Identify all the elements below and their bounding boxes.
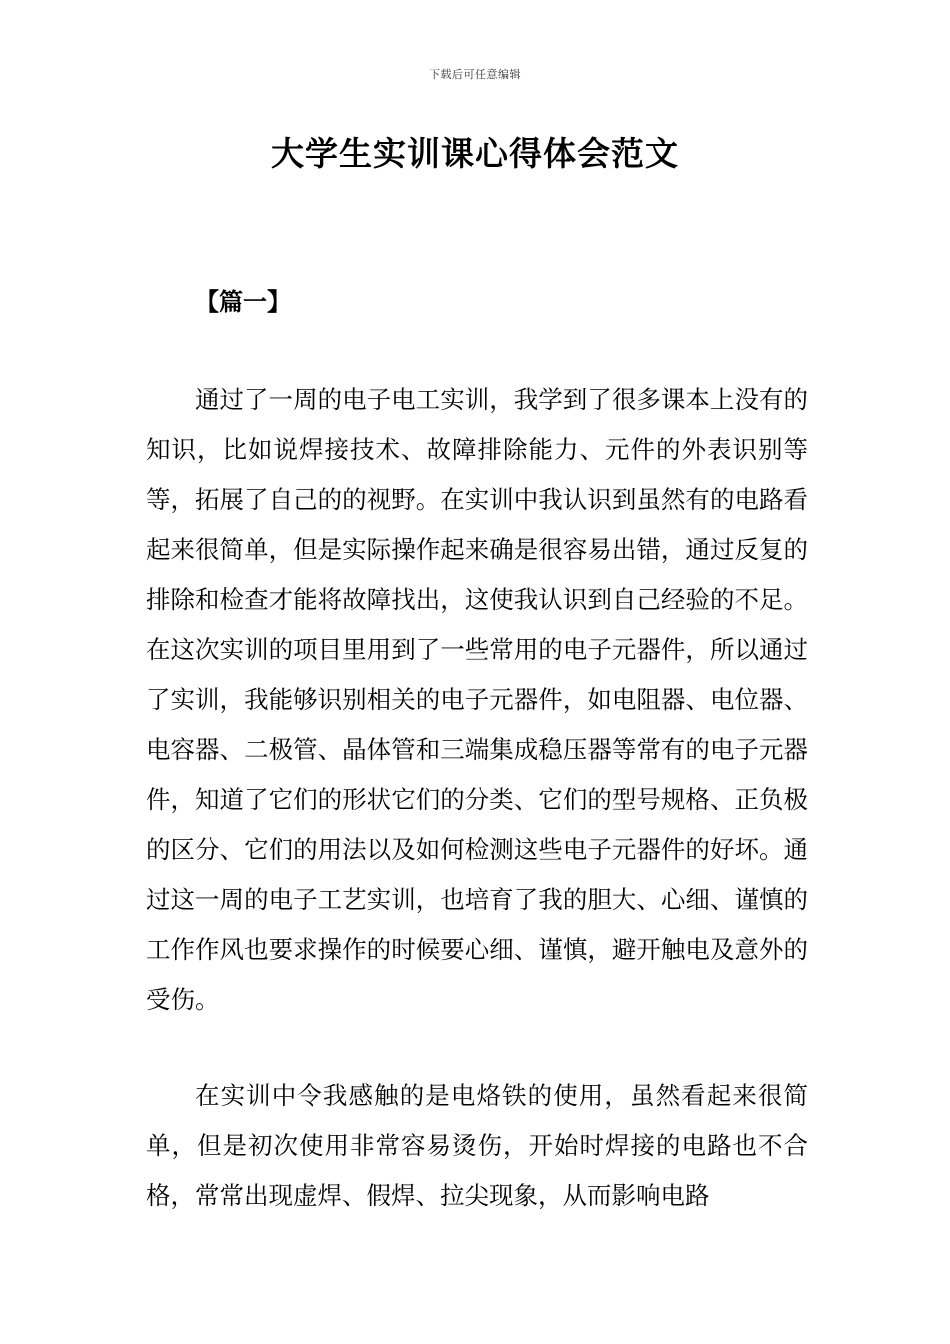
header-note: 下载后可任意编辑	[429, 68, 521, 81]
paragraph-1: 通过了一周的电子电工实训，我学到了很多课本上没有的知识，比如说焊接技术、故障排除能力、元件的外表识别等等，拓展了自己的的视野。在实训中我认识到虽然有的电路看起来很简单，但是实际操作起来确是很容易出错，通过反复的排除和检查才能将故障找出，这使我认识到自己经验的不足。在这次实训的项目里用到了一些常用的电子元器件，所以通过了实训，我能够识别相关的电子元器件，如电阻器、电位器、电容器、二极管、晶体管和三端集成稳压器等常有的电子元器件，知道了它们的形状它们的分类、它们的型号规格、正负极的区分、它们的用法以及如何检测这些电子元器件的好坏。通过这一周的电子工艺实训，也培育了我的胆大、心细、谨慎的工作作风也要求操作的时候要心细、谨慎，避开触电及意外的受伤。	[146, 385, 808, 1014]
section-label: 【篇一】	[195, 288, 291, 316]
document-title: 大学生实训课心得体会范文	[271, 134, 679, 173]
paragraph-2: 在实训中令我感触的是电烙铁的使用，虽然看起来很简单，但是初次使用非常容易烫伤，开始时焊接的电路也不合格，常常出现虚焊、假焊、拉尖现象，从而影响电路	[146, 1081, 808, 1210]
